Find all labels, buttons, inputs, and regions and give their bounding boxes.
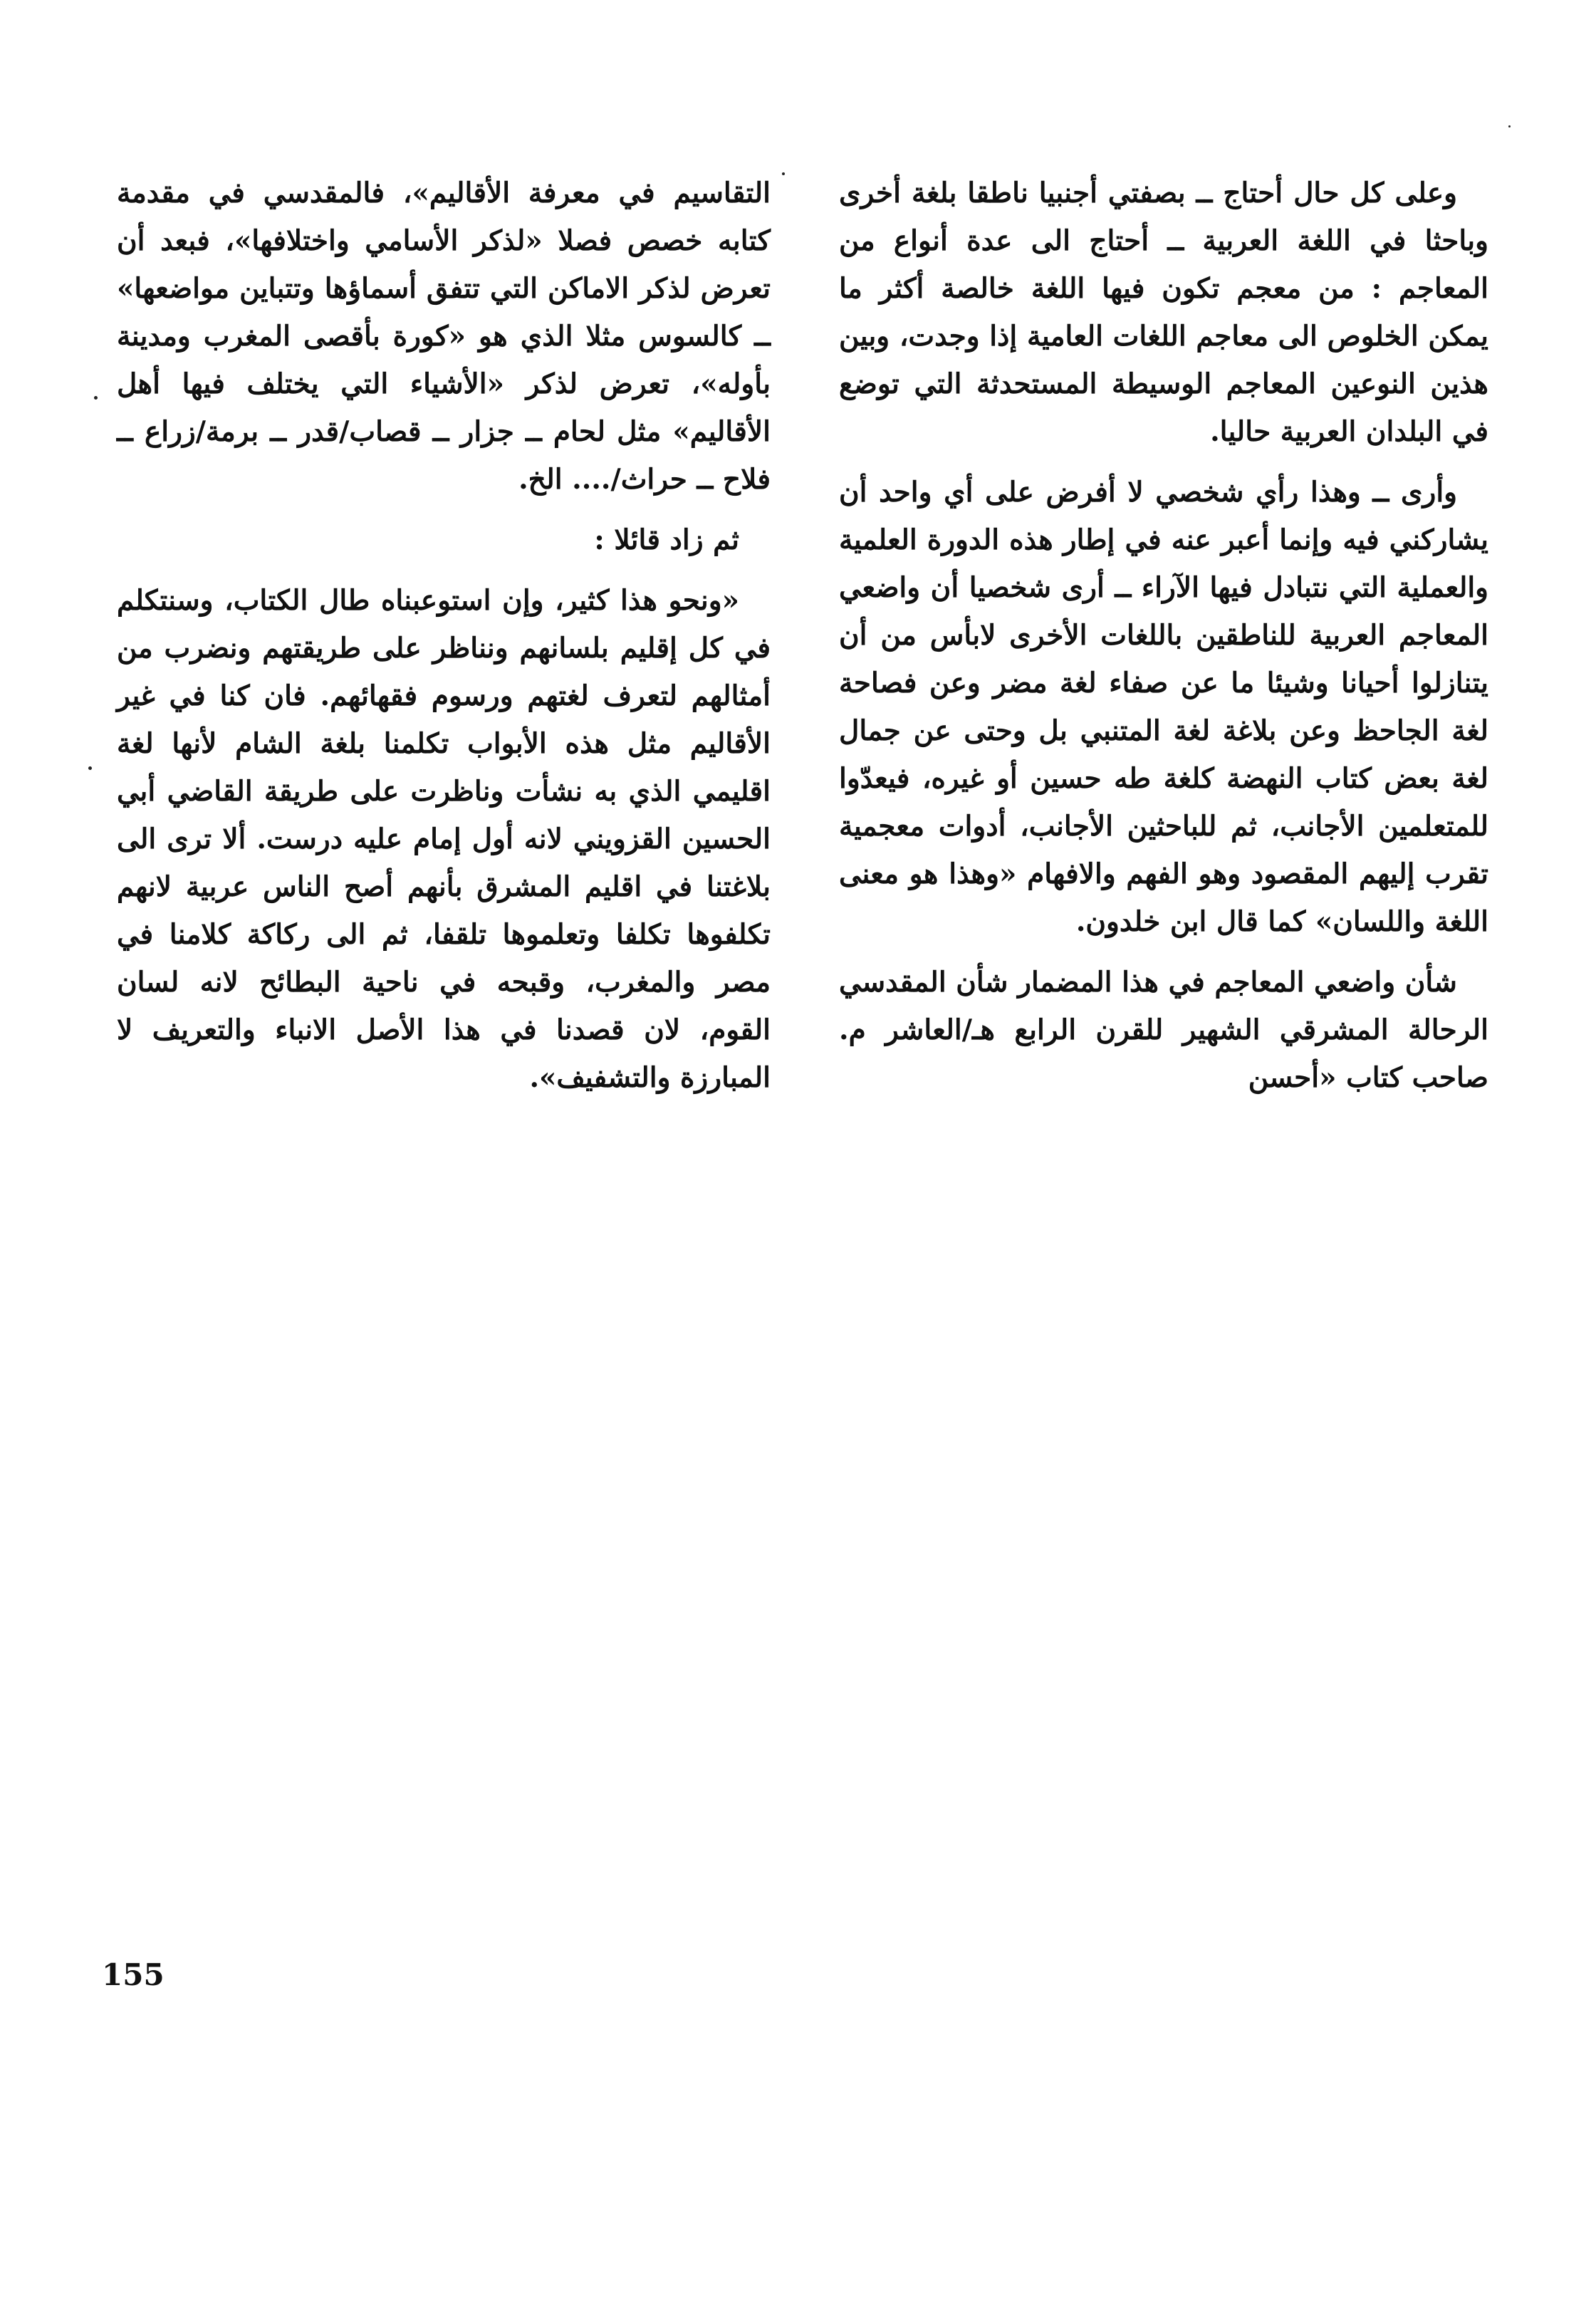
scan-speck — [94, 396, 98, 400]
page-number: 155 — [102, 1957, 165, 1992]
scan-speck — [782, 172, 785, 175]
scan-speck — [1508, 125, 1511, 127]
right-text-column — [839, 170, 1488, 1115]
paragraph: وعلى كل حال أحتاج ــ بصفتي أجنبيا ناطقا بلغة أخرى وباحثا في اللغة العربية ــ أحتاج الى عدة أنواع من المعاجم : من معجم تكون فيها اللغة خالصة أكثر ما يمكن الخلوص الى معاجم اللغات العامية إذا وجدت، وبين هذين النوعين المعاجم الوسيطة المستحدثة التي توضع في البلدان العربية حاليا. — [839, 177, 1488, 448]
paragraph: وأرى ــ وهذا رأي شخصي لا أفرض على أي واحد أن يشاركني فيه وإنما أعبر عنه في إطار هذه الدورة العلمية والعملية التي نتبادل فيها الآراء ــ أرى شخصيا أن واضعي المعاجم العربية للناطقين باللغات الأخرى لابأس من أن يتنازلوا أحيانا وشيئا ما عن صفاء لغة مضر وعن فصاحة لغة الجاحظ وعن بلاغة لغة المتنبي بل وحتى عن جمال لغة بعض كتاب النهضة كلغة طه حسين أو غيره، فيعدّوا للمتعلمين الأجانب، ثم للباحثين الأجانب، أدوات معجمية تقرب إليهم المقصود وهو الفهم والافهام «وهذا هو معنى اللغة واللسان» كما قال ابن خلدون. — [839, 476, 1488, 938]
paragraph: التقاسيم في معرفة الأقاليم»، فالمقدسي في مقدمة كتابه خصص فصلا «لذكر الأسامي واختلافها»، فبعد أن تعرض لذكر الاماكن التي تتفق أسماؤها وتتباين مواضعها» ــ كالسوس مثلا الذي هو «كورة بأقصى المغرب ومدينة بأوله»، تعرض لذكر «الأشياء التي يختلف فيها أهل الأقاليم» مثل لحام ــ جزار ــ قصاب/قدر ــ برمة/زراع ــ فلاح ــ حراث/.... الخ. — [117, 177, 771, 496]
paragraph: ثم زاد قائلا : — [594, 524, 739, 556]
paragraph: شأن واضعي المعاجم في هذا المضمار شأن المقدسي الرحالة المشرقي الشهير للقرن الرابع هـ/العاشر م. صاحب كتاب «أحسن — [839, 966, 1488, 1094]
scan-speck — [88, 766, 92, 770]
left-text-column — [117, 170, 771, 1115]
quotation-paragraph: «ونحو هذا كثير، وإن استوعبناه طال الكتاب، وسنتكلم في كل إقليم بلسانهم ونناظر على طريقتهم ونضرب من أمثالهم لتعرف لغتهم ورسوم فقهائهم. فان كنا في غير الأقاليم مثل هذه الأبواب تكلمنا بلغة الشام لأنها لغة اقليمي الذي به نشأت وناظرت على طريقة القاضي أبي الحسين القزويني لانه أول إمام عليه درست. ألا ترى الى بلاغتنا في اقليم المشرق بأنهم أصح الناس عربية لانهم تكلفوها تكلفا وتعلموها تلقفا، ثم الى ركاكة كلامنا في مصر والمغرب، وقبحه في ناحية البطائح لانه لسان القوم، لان قصدنا في هذا الأصل الانباء والتعريف لا المبارزة والتشفيف». — [117, 584, 771, 1094]
